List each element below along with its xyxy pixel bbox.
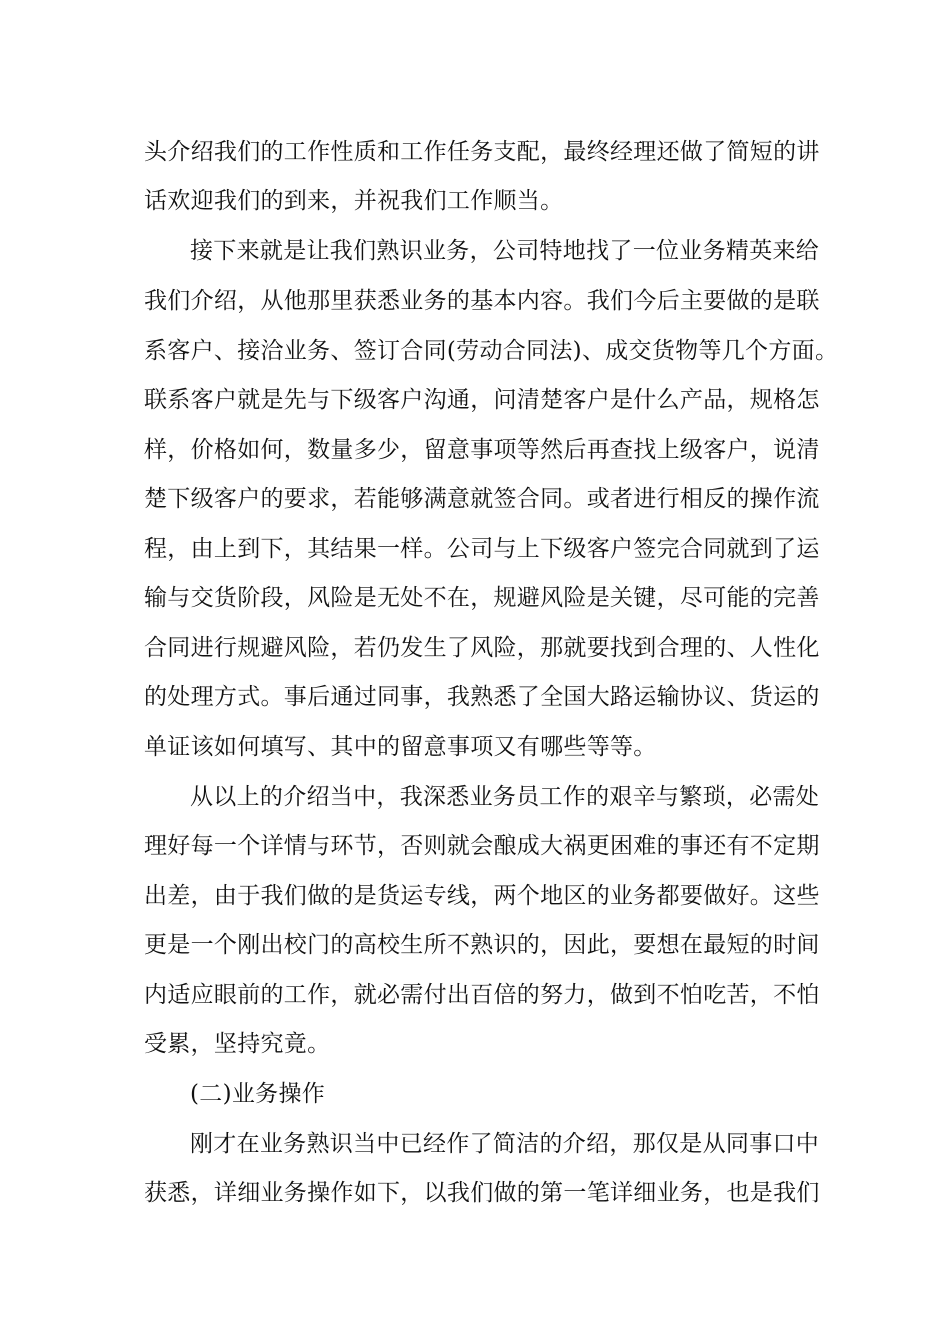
text-line: 受累，坚持究竟。 xyxy=(144,1031,331,1057)
text-line: 单证该如何填写、其中的留意事项又有哪些等等。 xyxy=(144,734,657,760)
text-line: 理好每一个详情与环节，否则就会酿成大祸更困难的事还有不定期 xyxy=(144,833,820,859)
text-line: 头介绍我们的工作性质和工作任务支配，最终经理还做了简短的讲 xyxy=(144,139,820,165)
paragraph-first-line: 接下来就是让我们熟识业务，公司特地找了一位业务精英来给 xyxy=(190,238,820,264)
text-line: 联系客户就是先与下级客户沟通，问清楚客户是什么产品，规格怎 xyxy=(144,387,820,413)
text-line: 我们介绍，从他那里获悉业务的基本内容。我们今后主要做的是联 xyxy=(144,288,820,314)
text-line: 的处理方式。事后通过同事，我熟悉了全国大路运输协议、货运的 xyxy=(144,684,820,710)
text-line: 出差，由于我们做的是货运专线，两个地区的业务都要做好。这些 xyxy=(144,883,820,909)
text-line: 输与交货阶段，风险是无处不在，规避风险是关键，尽可能的完善 xyxy=(144,585,820,611)
paragraph-first-line: 从以上的介绍当中，我深悉业务员工作的艰辛与繁琐，必需处 xyxy=(190,784,820,810)
text-line: 更是一个刚出校门的高校生所不熟识的，因此，要想在最短的时间 xyxy=(144,932,820,958)
text-line: 楚下级客户的要求，若能够满意就签合同。或者进行相反的操作流 xyxy=(144,486,820,512)
text-line: 合同进行规避风险，若仍发生了风险，那就要找到合理的、人性化 xyxy=(144,635,820,661)
text-line: 内适应眼前的工作，就必需付出百倍的努力，做到不怕吃苦，不怕 xyxy=(144,982,820,1008)
paragraph-first-line: 刚才在业务熟识当中已经作了简洁的介绍，那仅是从同事口中 xyxy=(190,1131,820,1157)
text-line: 样，价格如何，数量多少，留意事项等然后再查找上级客户，说清 xyxy=(144,437,820,463)
text-line: 获悉，详细业务操作如下，以我们做的第一笔详细业务，也是我们 xyxy=(144,1180,820,1206)
section-heading: (二)业务操作 xyxy=(190,1081,326,1107)
text-line: 程，由上到下，其结果一样。公司与上下级客户签完合同就到了运 xyxy=(144,536,820,562)
text-line: 话欢迎我们的到来，并祝我们工作顺当。 xyxy=(144,188,564,214)
text-line: 系客户、接洽业务、签订合同(劳动合同法)、成交货物等几个方面。 xyxy=(144,338,839,364)
